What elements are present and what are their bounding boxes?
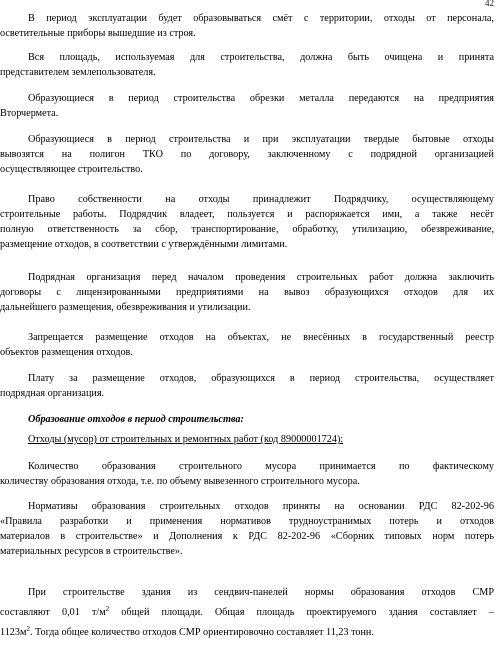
paragraph — [0, 192, 494, 252]
section-heading — [28, 412, 494, 427]
paragraph — [0, 132, 494, 177]
text-fragment: общей площади. Общая площадь проектируемого здания составляет – — [109, 607, 494, 618]
text-line: Вся площадь, используемая для строительства, должна быть очищена и принята — [28, 52, 494, 63]
superscript: 2 — [105, 605, 110, 613]
text-line: материалов в строительстве» и Дополнения к РДС 82-202-96 «Сборник типовых норм потерь — [0, 531, 494, 542]
text-line: При строительстве здания из сендвич-панелей нормы образования отходов СМР — [28, 587, 494, 598]
text-line: Образующиеся в период строительства обрезки металла передаются на предприятия — [28, 93, 494, 104]
paragraph — [0, 91, 494, 121]
text-line: Образующиеся в период строительства и при эксплуатации твердые бытовые отходы — [28, 134, 494, 145]
page-number: 42 — [485, 0, 494, 8]
paragraph — [0, 371, 494, 401]
paragraph — [0, 50, 494, 80]
text-line: Подрядная организация перед началом проведения строительных работ должна заключить — [28, 272, 494, 283]
text-line — [0, 603, 494, 623]
text-line: осуществляющее строительство. — [0, 164, 143, 175]
text-line: подрядная организация. — [0, 388, 105, 399]
text-line: размещение отходов, в соответствии с утверждёнными лимитами. — [0, 239, 288, 250]
paragraph — [0, 459, 494, 489]
text-line: Запрещается размещение отходов на объектах, не внесённых в государственный реестр — [28, 332, 494, 343]
paragraph — [0, 11, 494, 41]
text-line: дальнейшего размещения, обезвреживания и утилизации. — [0, 302, 251, 313]
text-line: Количество образования строительного мусора принимается по фактическому — [28, 461, 494, 472]
text-line: Плату за размещение отходов, образующихся в период строительства, осуществляет — [28, 373, 494, 384]
text-line: договоры с лицензированными предприятиями на вывоз образующихся отходов для их — [0, 287, 494, 298]
paragraph — [0, 270, 494, 315]
text-line: Вторчермета. — [0, 108, 59, 119]
paragraph — [0, 499, 494, 559]
text-line: вывозятся на полигон ТКО по договору, заключенному с подрядной организацией — [0, 149, 494, 160]
text-line: осветительные приборы вышедшие из строя. — [0, 28, 196, 39]
text-line: полную ответственность за сбор, транспортирование, обработку, утилизацию, обезвреживание, — [0, 224, 494, 235]
text-line: В период эксплуатации будет образовываться смёт с территории, отходы от персонала, — [28, 13, 494, 24]
subheading-text: Отходы (мусор) от строительных и ремонтных работ (код 89000001724): — [28, 434, 344, 445]
text-line: материальных ресурсов в строительстве». — [0, 546, 183, 557]
text-line: «Правила разработки и применения нормативов трудноустранимых потерь и отходов — [0, 516, 494, 527]
superscript: 2 — [26, 625, 30, 633]
text-line: Нормативы образования строительных отходов приняты на основании РДС 82-202-96 — [28, 501, 494, 512]
paragraph — [0, 330, 494, 360]
text-line: представителем землепользователя. — [0, 67, 156, 78]
text-line: Право собственности на отходы принадлежит Подрядчику, осуществляющему — [28, 194, 494, 205]
text-line: количеству образования отхода, т.е. по объему вывезенного строительного мусора. — [0, 476, 360, 487]
text-line: строительные работы. Подрядчик владеет, пользуется и распоряжается ими, а также несёт — [0, 209, 494, 220]
text-line: объектов размещения отходов. — [0, 347, 133, 358]
text-line — [0, 623, 494, 643]
paragraph — [0, 583, 494, 643]
section-heading-text: Образование отходов в период строительства: — [28, 414, 244, 425]
text-fragment: 1123м — [0, 627, 27, 638]
text-fragment: . Тогда общее количество отходов СМР ориентировочно составляет 11,23 тонн. — [29, 627, 374, 638]
subheading — [28, 432, 494, 447]
text-fragment: составляют 0,01 т/м — [0, 607, 106, 618]
